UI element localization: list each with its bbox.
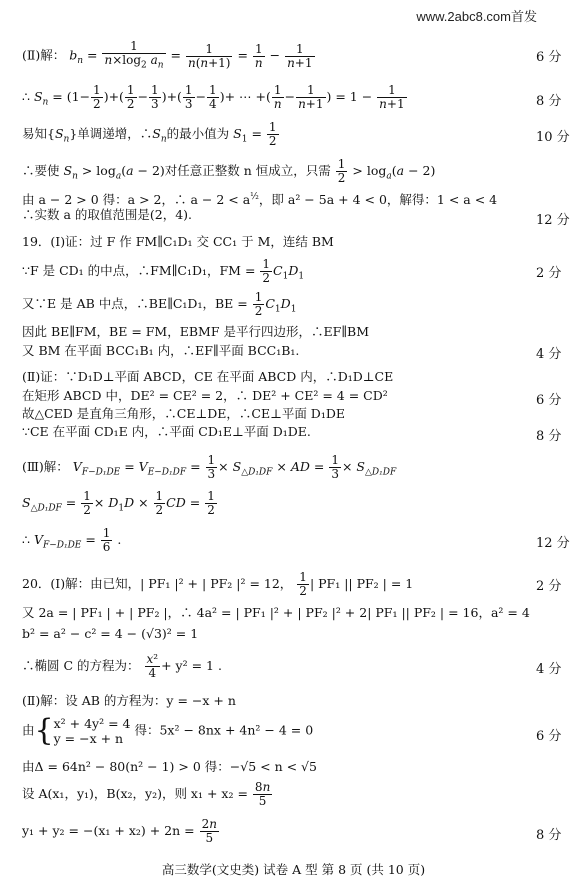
q20-sum-x: 设 A(x₁，y₁)，B(x₂，y₂)，则 x₁ + x₂ = $\frac{8n}{5}$ xyxy=(22,780,271,808)
line-condition: ∴要使 $S_n > \log_a(a - 2)$对任意正整数 n 恒成立，只需 $\frac{1}{2}$ > $\log_a(a - 2)$ xyxy=(22,157,436,185)
points-6c: 6 分 xyxy=(536,729,562,744)
points-2: 2 分 xyxy=(536,266,562,281)
points-12: 12 分 xyxy=(536,213,570,228)
line-area: $S_{\triangle D_1DF}$ = $\frac{1}{2}$ × $D_1D$ × $\frac{1}{2}$ CD = $\frac{1}{2}$ xyxy=(22,489,215,517)
line-parallel-plane: 又 BM 在平面 BCC₁B₁ 内，∴EF∥平面 BCC₁B₁. xyxy=(22,343,300,358)
line-sn: ∴ $S_n = (1-$ $\frac{1}{2}$ )+( $\frac{1}{2}$ − $\frac{1}{3}$ )+( $\frac{1}{3}$ − $\frac{1}{4}$ )+ ⋯ +( $\frac{1}{n}$ − $\frac{1}{n+1}$ ) = 1 − $\frac{1}{n+1}$ xyxy=(22,83,405,111)
points-12b: 12 分 xyxy=(536,536,570,551)
q20-line-2: 又 2a = | PF₁ | + | PF₂ |，∴ 4a² = | PF₁ |² + | PF₂ |² + 2| PF₁ || PF₂ | = 16，a² = 4 xyxy=(22,605,530,620)
line-parallelogram: 因此 BE∥FM，BE = FM，EBMF 是平行四边形，∴EF∥BM xyxy=(22,324,370,339)
points-4: 4 分 xyxy=(536,347,562,362)
line-proof-2: 在矩形 ABCD 中，DE² = CE² = 2，∴ DE² + CE² = 4 = CD² xyxy=(22,388,388,403)
line-solve-a: 由 a − 2 > 0 得：a > 2，∴ $a - 2 < a^{\frac{1}{2}}$，即 a² − 5a + 4 < 0，解得：1 < a < 4 xyxy=(22,192,498,208)
q20-delta: 由Δ = 64n² − 80(n² − 1) > 0 得：−√5 < n < √5 xyxy=(22,759,317,774)
line-volume-result: ∴ $V_{F-D_1DE}$ = $\frac{1}{6}$ . xyxy=(22,526,122,554)
line-range: ∴实数 a 的取值范围是(2，4). xyxy=(22,207,193,222)
line-proof-1: (Ⅱ)证：∵D₁D⊥平面 ABCD，CE 在平面 ABCD 内，∴D₁D⊥CE xyxy=(22,369,394,384)
q20-part2: (Ⅱ)解：设 AB 的方程为：y = −x + n xyxy=(22,693,236,708)
points-8: 8 分 xyxy=(536,94,562,109)
points-6: 6 分 xyxy=(536,50,562,65)
points-4b: 4 分 xyxy=(536,662,562,677)
points-8c: 8 分 xyxy=(536,828,562,843)
q20-ellipse: ∴椭圆 C 的方程为： $\frac{\text{x²}}{4}$ + y² = 1 . xyxy=(22,652,222,680)
q20-system: 由{x² + 4y² = 4 y = −x + n 得：5x² − 8nx + 4n² − 4 = 0 xyxy=(22,713,314,748)
watermark: www.2abc8.com首发 xyxy=(416,9,537,24)
points-10: 10 分 xyxy=(536,130,570,145)
line-proof-3: 故△CED 是直角三角形，∴CE⊥DE，∴CE⊥平面 D₁DE xyxy=(22,406,345,421)
line-proof-4: ∵CE 在平面 CD₁E 内，∴平面 CD₁E⊥平面 D₁DE. xyxy=(22,424,311,439)
q19-title: 19．(Ⅰ)证：过 F 作 FM∥C₁D₁ 交 CC₁ 于 M，连结 BM xyxy=(22,234,334,249)
line-e-mid: 又∵E 是 AB 中点，∴BE∥C₁D₁，BE = $\frac{1}{2}$ $C_1D_1$ xyxy=(22,290,297,318)
q20-line-1: 20．(Ⅰ)解：由已知，| PF₁ |² + | PF₂ |² = 12， $\frac{1}{2}$ | PF₁ || PF₂ | = 1 xyxy=(22,570,414,598)
points-2b: 2 分 xyxy=(536,579,562,594)
page-footer: 高三数学(文史类) 试卷 A 型 第 8 页 (共 10 页) xyxy=(161,862,426,877)
points-6b: 6 分 xyxy=(536,393,562,408)
line-volume: (Ⅲ)解： $V_{F-D_1DE} = V_{E-D_1DF}$ = $\frac{1}{3}$ × $S_{\triangle D_1DF}$ × AD = $\frac{1}{3}$ × $S_{\triangle D_1DF}$ xyxy=(22,453,397,481)
q20-line-3: b² = a² − c² = 4 − (√3)² = 1 xyxy=(22,626,199,641)
points-8b: 8 分 xyxy=(536,429,562,444)
line-monotone: 易知$\{S_n\}$单调递增，$\therefore S_n$的最小值为 $S_1$ = $\frac{1}{2}$ xyxy=(22,120,277,148)
line-f-mid: ∵F 是 CD₁ 的中点，∴FM∥C₁D₁，FM = $\frac{1}{2}$ $C_1D_1$ xyxy=(22,257,305,285)
q20-sum-y: y₁ + y₂ = −(x₁ + x₂) + 2n = $\frac{2n}{5}$ xyxy=(22,817,217,845)
line-bn: (Ⅱ)解： $b_n$ = $\frac{1}{n\times\log_2 a_n}$ = $\frac{1}{n(n+1)}$ = $\frac{1}{n}$ − $\frac{1}{n+1}$ xyxy=(22,39,313,71)
